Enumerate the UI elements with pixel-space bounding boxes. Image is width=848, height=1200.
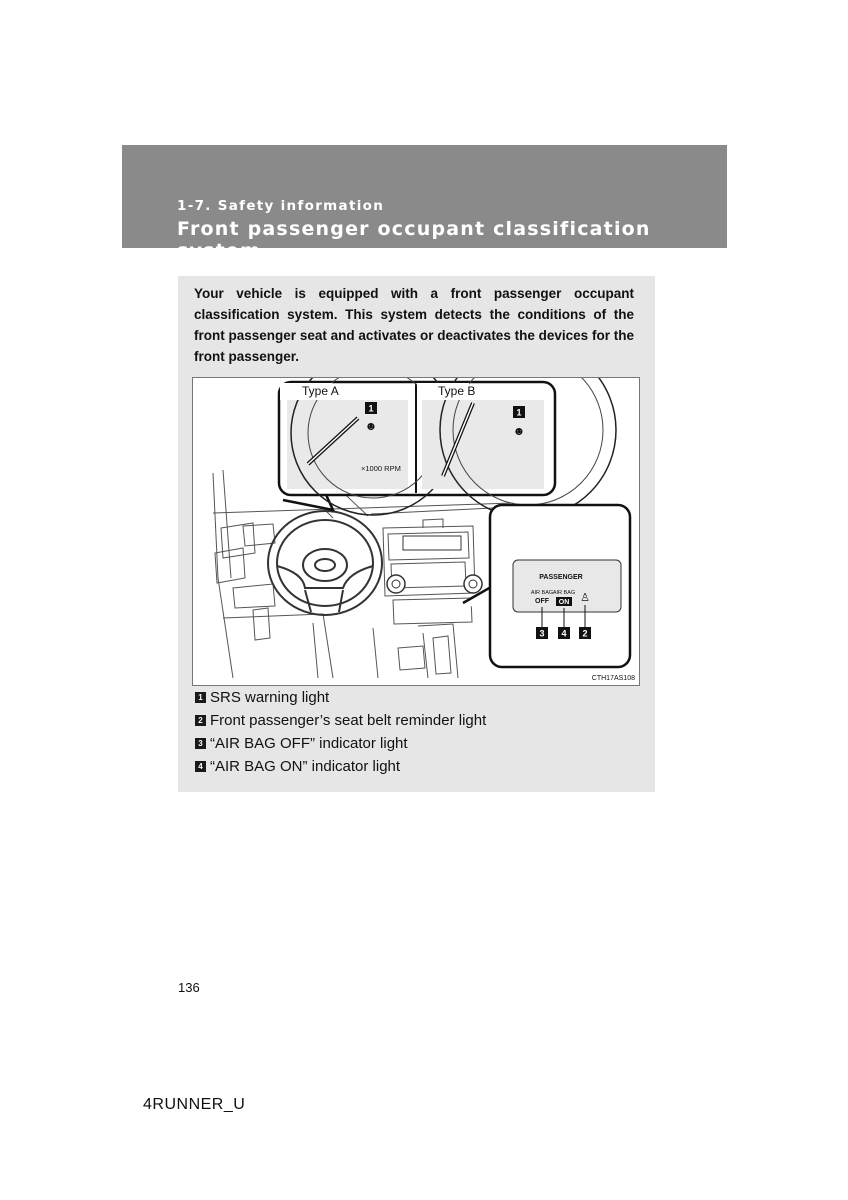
figure-code: CTH17AS108	[591, 675, 635, 682]
intro-paragraph: Your vehicle is equipped with a front passenger occupant classification system. This system detects the conditions of the front passenger seat and activates or deactivates the devices for the front passenger.	[194, 286, 634, 364]
legend-number: 3	[195, 738, 206, 749]
srs-warning-icon: ☻	[364, 419, 378, 433]
callout-4: 4	[561, 628, 567, 639]
airbag-off-label-top: AIR BAG	[530, 590, 554, 596]
dashboard-illustration	[192, 377, 640, 686]
srs-warning-icon-b: ☻	[512, 424, 526, 438]
airbag-off-label-bottom: OFF	[535, 598, 549, 605]
section-label: 1-7. Safety information	[177, 198, 385, 214]
legend-item	[195, 709, 635, 732]
legend-number: 1	[195, 692, 206, 703]
seat-belt-reminder-icon: ♙	[580, 592, 590, 604]
legend-item	[195, 755, 635, 778]
footer-model-code: 4RUNNER_U	[143, 1096, 246, 1113]
dashboard-drawing	[193, 378, 639, 685]
type-b-label: Type B	[438, 384, 476, 398]
legend-text: “AIR BAG ON” indicator light	[210, 758, 401, 775]
legend	[195, 686, 635, 778]
passenger-panel-label: PASSENGER	[539, 574, 583, 581]
info-box	[178, 276, 655, 792]
page-title: Front passenger occupant classification system	[177, 218, 651, 262]
legend-number: 2	[195, 715, 206, 726]
airbag-on-label-bottom: ON	[558, 599, 570, 606]
type-a-label: Type A	[302, 384, 339, 398]
page-number: 136	[178, 980, 200, 995]
callout-2: 2	[582, 628, 588, 639]
legend-text: SRS warning light	[210, 689, 330, 706]
legend-item	[195, 732, 635, 755]
callout-1-type-a: 1	[368, 403, 374, 414]
chapter-header	[122, 145, 727, 262]
legend-item	[195, 686, 635, 709]
legend-text: Front passenger’s seat belt reminder light	[210, 712, 487, 729]
legend-number: 4	[195, 761, 206, 772]
legend-text: “AIR BAG OFF” indicator light	[210, 735, 408, 752]
callout-3: 3	[539, 628, 545, 639]
rpm-label: ×1000 RPM	[361, 464, 401, 473]
airbag-on-label-top: AIR BAG	[552, 590, 576, 596]
passenger-panel-callout	[463, 505, 630, 667]
callout-1-type-b: 1	[516, 407, 522, 418]
